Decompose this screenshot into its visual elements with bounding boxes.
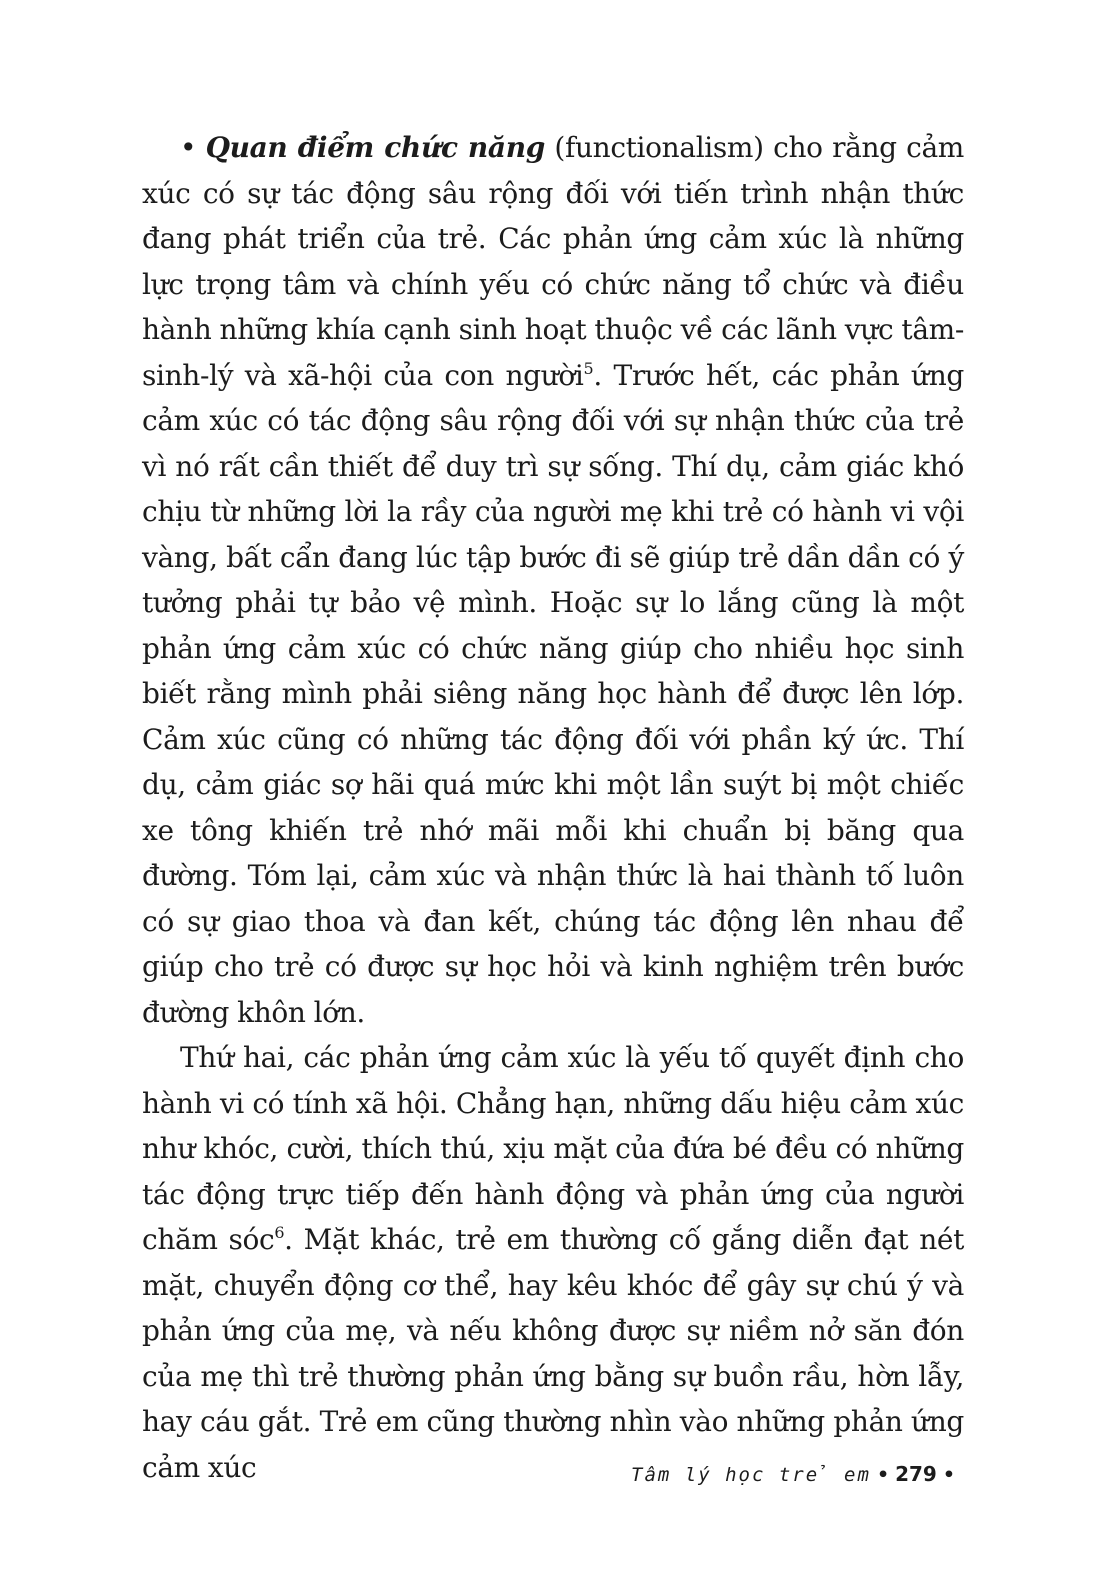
paragraph-social-behavior — [142, 1035, 964, 1490]
footer-separator-trailing: • — [942, 1464, 955, 1486]
page-number: 279 — [895, 1462, 937, 1486]
term-functionalism: Quan điểm chức năng — [205, 131, 545, 164]
footer-book-title: Tâm lý học trẻ em — [631, 1464, 871, 1486]
paragraph-text: Thứ hai, các phản ứng cảm xúc là yếu tố quyết định cho hành vi có tính xã hội. Chẳng hạn, những dấu hiệu cảm xúc như khóc, cười, thích thú, xịu mặt của đứa bé đều có những tác động trực tiếp đến hành động và phản ứng của người chăm sóc — [142, 1041, 964, 1256]
running-footer — [631, 1462, 961, 1486]
bullet-mark: • — [180, 131, 197, 164]
body-text — [142, 125, 964, 1490]
paragraph-functionalism — [142, 125, 964, 1035]
footer-separator: • — [876, 1464, 890, 1486]
footnote-ref: 5 — [583, 358, 594, 378]
paragraph-text: . Trước hết, các phản ứng cảm xúc có tác động sâu rộng đối với sự nhận thức của trẻ vì nó rất cần thiết để duy trì sự sống. Thí dụ, cảm giác khó chịu từ những lời la rầy của người mẹ khi trẻ có hành vi vội vàng, bất cẩn đang lúc tập bước đi sẽ giúp trẻ dần dần có ý tưởng phải tự bảo vệ mình. Hoặc sự lo lắng cũng là một phản ứng cảm xúc có chức năng giúp cho nhiều học sinh biết rằng mình phải siêng năng học hành để được lên lớp. Cảm xúc cũng có những tác động đối với phần ký ức. Thí dụ, cảm giác sợ hãi quá mức khi một lần suýt bị một chiếc xe tông khiến trẻ nhớ mãi mỗi khi chuẩn bị băng qua đường. Tóm lại, cảm xúc và nhận thức là hai thành tố luôn có sự giao thoa và đan kết, chúng tác động lên nhau để giúp cho trẻ có được sự học hỏi và kinh nghiệm trên bước đường khôn lớn. — [142, 358, 964, 1029]
footnote-ref: 6 — [274, 1223, 285, 1242]
paragraph-text: (functionalism) cho rằng cảm xúc có sự tác động sâu rộng đối với tiến trình nhận thức đang phát triển của trẻ. Các phản ứng cảm xúc là những lực trọng tâm và chính yếu có chức năng tổ chức và điều hành những khía cạnh sinh hoạt thuộc về các lãnh vực tâm-sinh-lý và xã-hội của con người — [142, 131, 964, 392]
paragraph-text: . Mặt khác, trẻ em thường cố gắng diễn đạt nét mặt, chuyển động cơ thể, hay kêu khóc để gây sự chú ý và phản ứng của mẹ, và nếu không được sự niềm nở săn đón của mẹ thì trẻ thường phản ứng bằng sự buồn rầu, hờn lẫy, hay cáu gắt. Trẻ em cũng thường nhìn vào những phản ứng cảm xúc — [142, 1223, 964, 1484]
